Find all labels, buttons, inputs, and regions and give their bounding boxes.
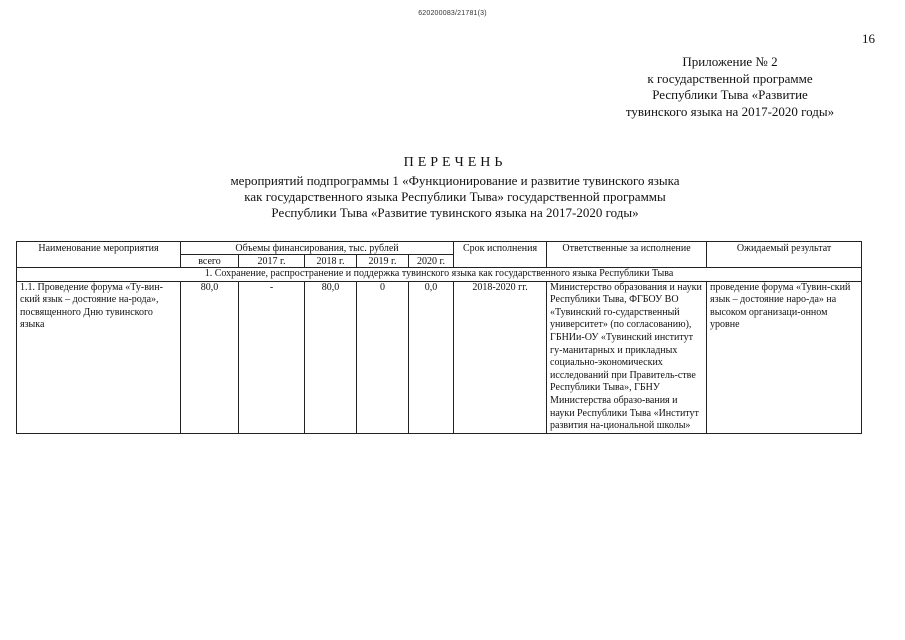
cell-name: 1.1. Проведение форума «Ту-винский язык – достояние на-рода», посвященного Дню тувинского языка	[17, 281, 181, 433]
title-heading: ПЕРЕЧЕНЬ	[403, 155, 507, 170]
table-header-row	[17, 242, 862, 255]
col-header-name: Наименование мероприятия	[17, 242, 181, 268]
document-title	[140, 155, 770, 221]
cell-term: 2018-2020 гг.	[454, 281, 547, 433]
col-header-2017: 2017 г.	[239, 255, 305, 268]
cell-2019: 0	[357, 281, 409, 433]
appendix-line: тувинского языка на 2017-2020 годы»	[625, 103, 835, 119]
cell-2018: 80,0	[305, 281, 357, 433]
document-id: 620200083/21781(3)	[418, 10, 487, 17]
title-line: как государственного языка Республики Тыва» государственной программы	[244, 189, 666, 204]
col-header-2019: 2019 г.	[357, 255, 409, 268]
table-row	[17, 281, 862, 433]
title-line: Республики Тыва «Развитие тувинского языка на 2017-2020 годы»	[271, 205, 639, 220]
cell-result: проведение форума «Тувин-ский язык – достояние наро-да» на высоком организаци-онном уровне	[707, 281, 862, 433]
appendix-line: Приложение № 2	[682, 54, 778, 69]
appendix-line: к государственной программе	[647, 70, 813, 86]
cell-2020: 0,0	[409, 281, 454, 433]
col-header-2020: 2020 г.	[409, 255, 454, 268]
col-header-2018: 2018 г.	[305, 255, 357, 268]
col-header-responsible: Ответственные за исполнение	[547, 242, 707, 268]
section-row	[17, 268, 862, 282]
appendix-line: Республики Тыва «Развитие	[652, 87, 808, 102]
col-header-funding: Объемы финансирования, тыс. рублей	[181, 242, 454, 255]
col-header-result: Ожидаемый результат	[707, 242, 862, 268]
cell-responsible: Министерство образования и науки Республики Тыва, ФГБОУ ВО «Тувинский го-сударственный университет» (по согласованию), ГБНИи-ОУ «Тувинский институт гу-манитарных и прикладных социально-экономических исследований при Правитель-стве Республики Тыва», ГБНУ Министерства образо-вания и науки Республики Тыва «Институт развития на-циональной школы»	[547, 281, 707, 433]
cell-total: 80,0	[181, 281, 239, 433]
title-line: мероприятий подпрограммы 1 «Функционирование и развитие тувинского языка	[230, 173, 680, 188]
page-number: 16	[862, 31, 875, 46]
appendix-header	[600, 54, 860, 120]
cell-2017: -	[239, 281, 305, 433]
section-title: 1. Сохранение, распространение и поддержка тувинского языка как государственного языка Республики Тыва	[17, 268, 862, 282]
col-header-total: всего	[181, 255, 239, 268]
col-header-term: Срок исполнения	[454, 242, 547, 268]
measures-table	[16, 241, 862, 434]
